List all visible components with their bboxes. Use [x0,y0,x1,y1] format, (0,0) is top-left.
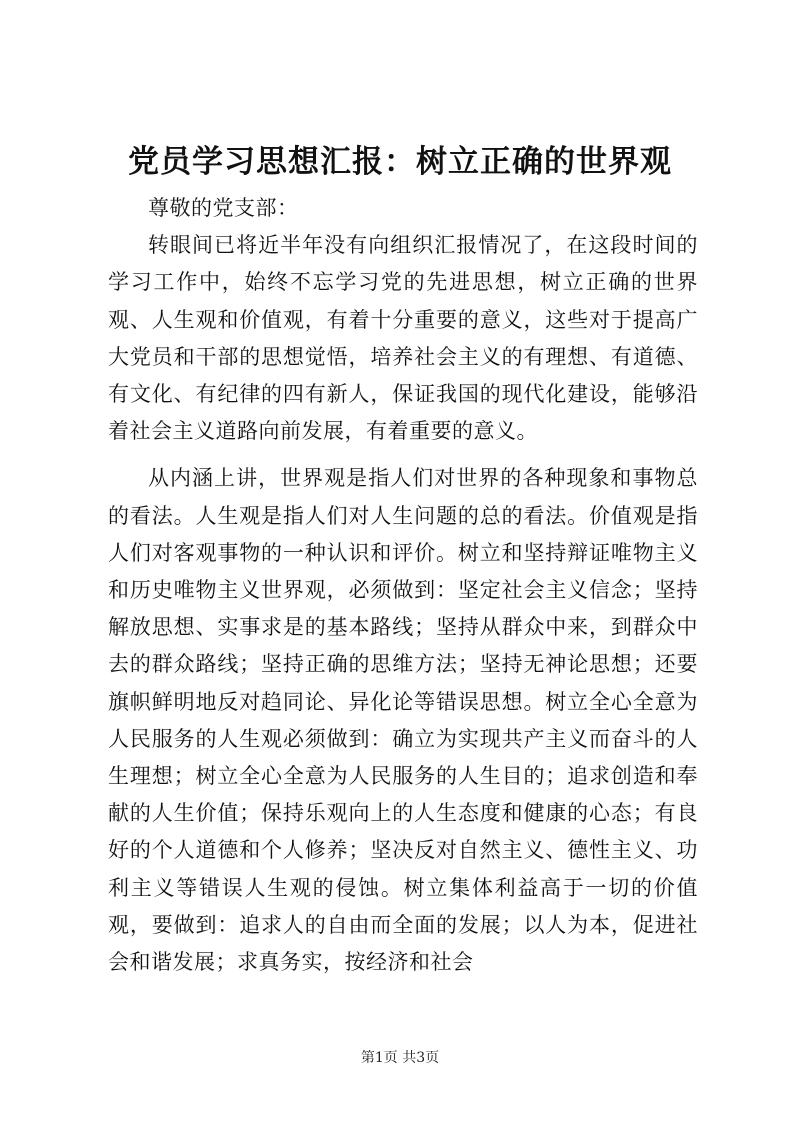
paragraph-1: 转眼间已将近半年没有向组织汇报情况了，在这段时间的学习工作中，始终不忘学习党的先进思想，树立正确的世界观、人生观和价值观，有着十分重要的意义，这些对于提高广大党员和干部的思想觉悟，培养社会主义的有理想、有道德、有文化、有纪律的四有新人，保证我国的现代化建设，能够沿着社会主义道路向前发展，有着重要的意义。 [108,233,698,444]
document-body [108,190,698,981]
greeting-line: 尊敬的党支部： [148,196,299,220]
page-title: 党员学习思想汇报：树立正确的世界观 [128,144,672,180]
paragraph-2: 从内涵上讲，世界观是指人们对世界的各种现象和事物总的看法。人生观是指人们对人生问题的总的看法。价值观是指人们对客观事物的一种认识和评价。树立和坚持辩证唯物主义和历史唯物主义世界观，必须做到：坚定社会主义信念；坚持解放思想、实事求是的基本路线；坚持从群众中来，到群众中去的群众路线；坚持正确的思维方法；坚持无神论思想；还要旗帜鲜明地反对趋同论、异化论等错误思想。树立全心全意为人民服务的人生观必须做到：确立为实现共产主义而奋斗的人生理想；树立全心全意为人民服务的人生目的；追求创造和奉献的人生价值；保持乐观向上的人生态度和健康的心态；有良好的个人道德和个人修养；坚决反对自然主义、德性主义、功利主义等错误人生观的侵蚀。树立集体利益高于一切的价值观，要做到：追求人的自由而全面的发展；以人为本，促进社会和谐发展；求真务实，按经济和社会 [108,466,698,975]
page-footer: 第1页 共3页 [360,1050,440,1066]
